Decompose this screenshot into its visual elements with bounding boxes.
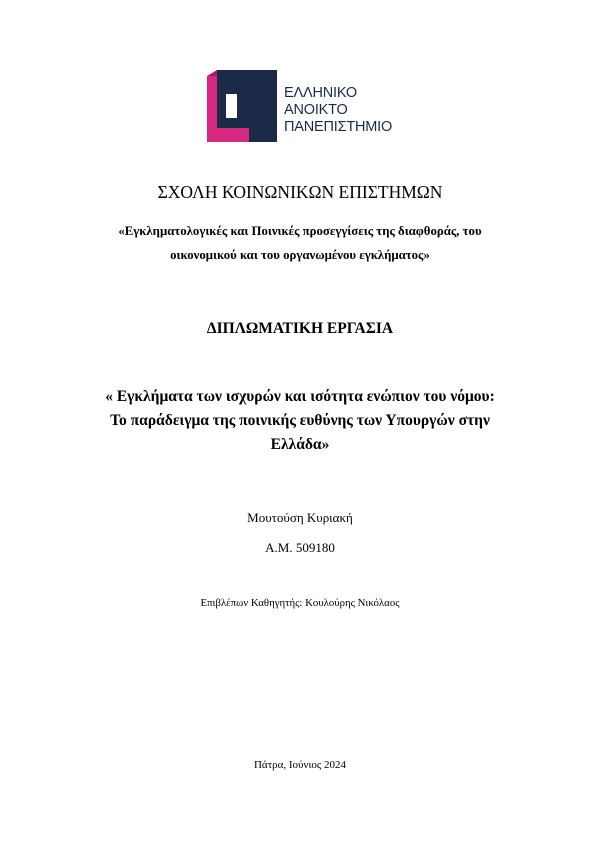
supervisor: Επιβλέπων Καθηγητής: Κουλούρης Νικόλαος [200,597,400,609]
program-title [0,219,600,267]
university-logo-icon [207,70,279,146]
registration-number: Α.Μ. 509180 [265,540,335,555]
document-type: ΔΙΠΛΩΜΑΤΙΚΗ ΕΡΓΑΣΙΑ [206,320,394,337]
thesis-title-line-3: Ελλάδα» [270,436,330,453]
university-name-line-3: ΠΑΝΕΠΙΣΤΗΜΙΟ [284,119,393,135]
thesis-title-line-1: « Εγκλήματα των ισχυρών και ισότητα ενώπιον του νόμου: [105,388,495,405]
thesis-title [0,385,600,457]
place-date: Πάτρα, Ιούνιος 2024 [253,759,347,771]
program-title-line-1: «Εγκληματολογικές και Ποινικές προσεγγίσεις της διαφθοράς, του [118,224,482,238]
university-name [284,85,392,136]
author-name: Μουτούση Κυριακή [247,510,353,525]
program-title-line-2: οικονομικού και του οργανωμένου εγκλήματος» [170,248,430,262]
thesis-title-line-2: Το παράδειγμα της ποινικής ευθύνης των Υπουργών στην [110,412,490,429]
university-name-line-2: ΑΝΟΙΚΤΟ [284,102,348,118]
school-name: ΣΧΟΛΗ ΚΟΙΝΩΝΙΚΩΝ ΕΠΙΣΤΗΜΩΝ [157,182,443,202]
university-name-line-1: ΕΛΛΗΝΙΚΟ [284,85,357,101]
university-logo [207,70,407,146]
